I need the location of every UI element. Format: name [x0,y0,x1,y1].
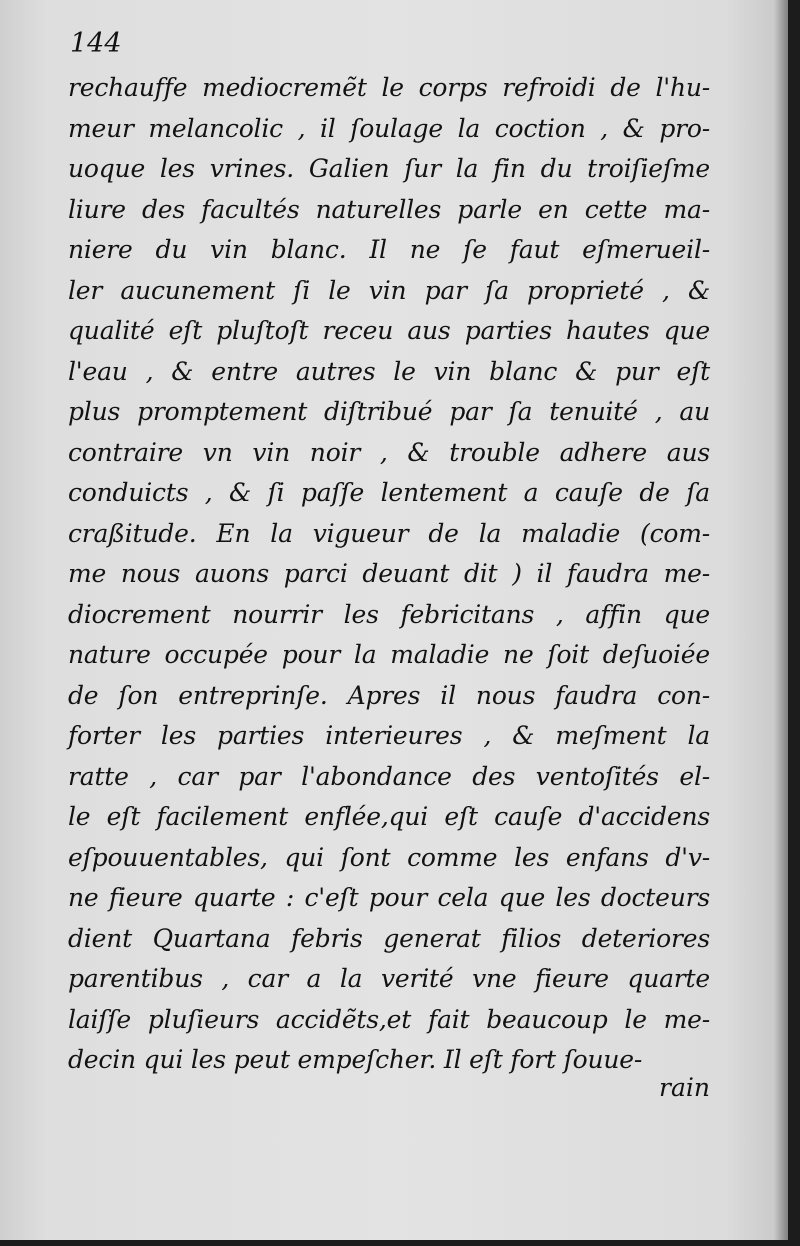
text-line: de ſon entreprinſe. Apres il nous faudra con- [68,680,710,710]
text-line: diocrement nourrir les febricitans , affin que [68,599,710,629]
text-line: contraire vn vin noir , & trouble adhere aus [68,437,710,467]
text-line: niere du vin blanc. Il ne ſe faut eſmerueil- [68,235,710,264]
text-line: forter les parties interieures , & meſment la [68,721,710,750]
text-line: dient Quartana febris generat filios deteriores [68,923,710,953]
text-line: parentibus , car a la verité vne fieure quarte [68,964,710,993]
text-line: le eſt facilement enflée,qui eſt cauſe d'accidens [68,802,710,831]
text-line: liure des facultés naturelles parle en cette ma- [68,194,710,224]
text-line: decin qui les peut empeſcher. Il eſt fort ſouue- [68,1045,643,1074]
text-line: plus promptement diſtribué par ſa tenuité , au [68,397,710,426]
text-line: ratte , car par l'abondance des ventoſités el- [68,761,710,791]
page-text [68,68,710,1081]
text-line: conduicts , & ſi paſſe lentement a cauſe de ſa [68,478,710,507]
text-line: eſpouuentables, qui ſont comme les enfans d'v- [68,842,710,872]
catchword: rain [659,1073,710,1102]
page-number: 144 [70,28,122,59]
text-line: ler aucunement ſi le vin par ſa proprieté , & [68,275,710,305]
text-line: uoque les vrines. Galien ſur la fin du troiſieſme [68,154,710,183]
text-line: me nous auons parci deuant dit ) il faudra me- [68,559,710,588]
text-line: l'eau , & entre autres le vin blanc & pur eſt [68,356,710,386]
text-line: qualité eſt pluſtoſt receu aus parties hautes que [68,316,710,345]
text-line: ne fieure quarte : c'eſt pour cela que les docteurs [68,883,710,912]
text-line: craßitude. En la vigueur de la maladie (com- [68,518,710,548]
text-line: nature occupée pour la maladie ne ſoit deſuoiée [68,640,710,669]
text-line: meur melancolic , il ſoulage la coction , & pro- [68,113,710,143]
text-line: laiſſe pluſieurs accidẽts,et fait beaucoup le me- [68,1004,710,1034]
text-line: rechauffe mediocremẽt le corps refroidi de l'hu- [68,73,710,102]
